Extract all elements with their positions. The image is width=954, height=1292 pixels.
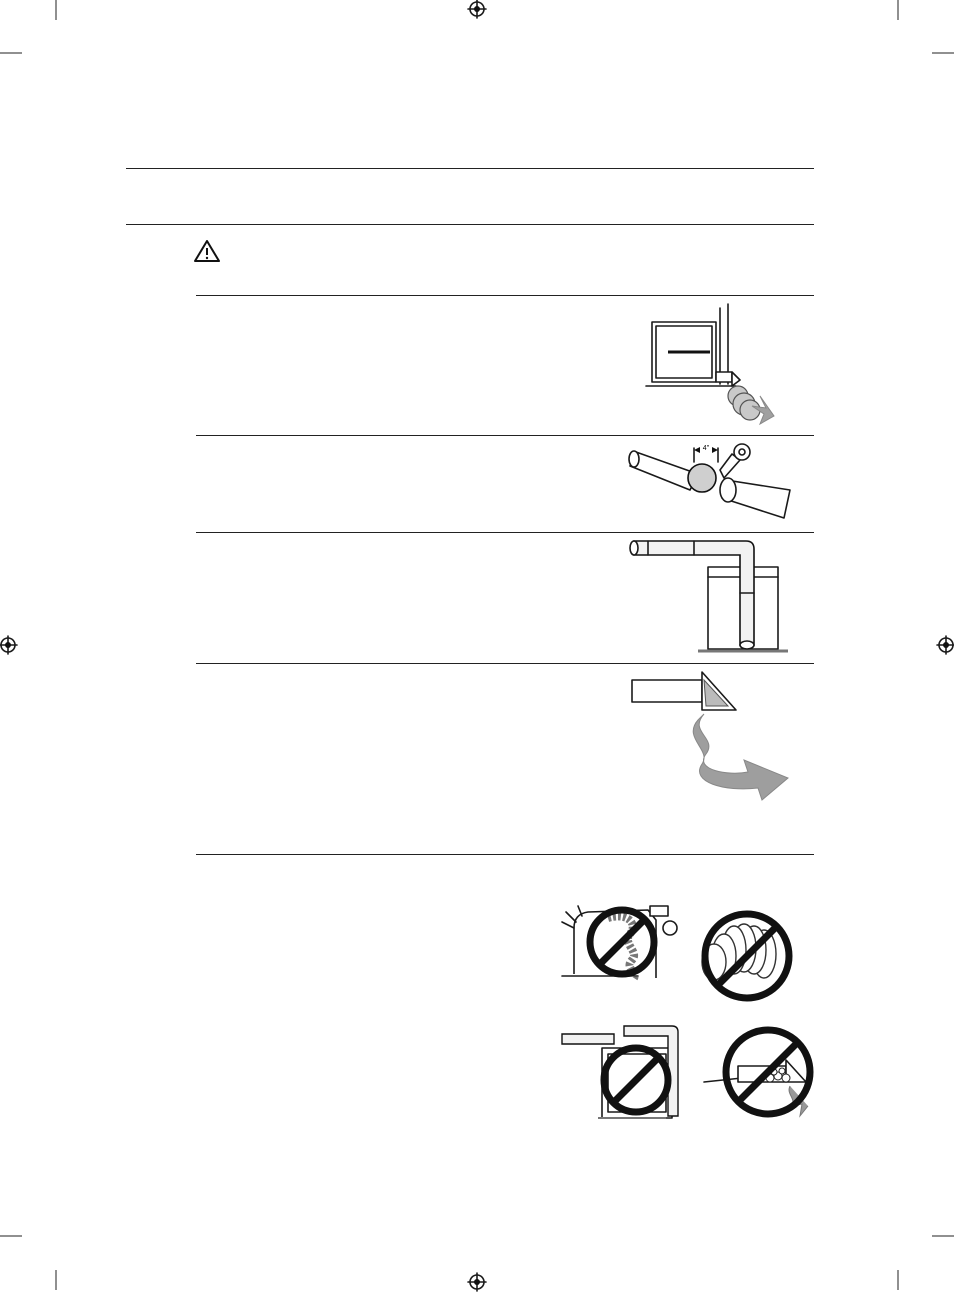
registration-mark-icon [467, 1272, 487, 1292]
duct-over-dryer-prohibited-icon [558, 1020, 688, 1120]
duct-clamp-spacing-icon [628, 440, 798, 530]
registration-mark-icon [936, 636, 954, 656]
crushed-flexible-duct-prohibited-icon [558, 898, 688, 988]
coiled-foil-duct-prohibited-icon [696, 906, 806, 1006]
header-rule [126, 224, 814, 225]
lint-clogged-hood-prohibited-icon [702, 1020, 812, 1120]
top-rule [126, 168, 814, 169]
registration-mark-icon [467, 0, 487, 20]
duct-gap-label: 4" [702, 445, 710, 452]
exhaust-outlet-airflow-icon [628, 666, 798, 806]
elbow-duct-routing-icon [628, 535, 798, 660]
warning-triangle-icon [193, 239, 221, 263]
dryer-exhaust-hood-icon [640, 300, 800, 430]
row-4 [196, 663, 814, 664]
row-3 [196, 532, 814, 533]
row-1 [196, 295, 814, 296]
section-end [196, 854, 814, 855]
registration-mark-icon [0, 636, 18, 656]
row-2 [196, 435, 814, 436]
